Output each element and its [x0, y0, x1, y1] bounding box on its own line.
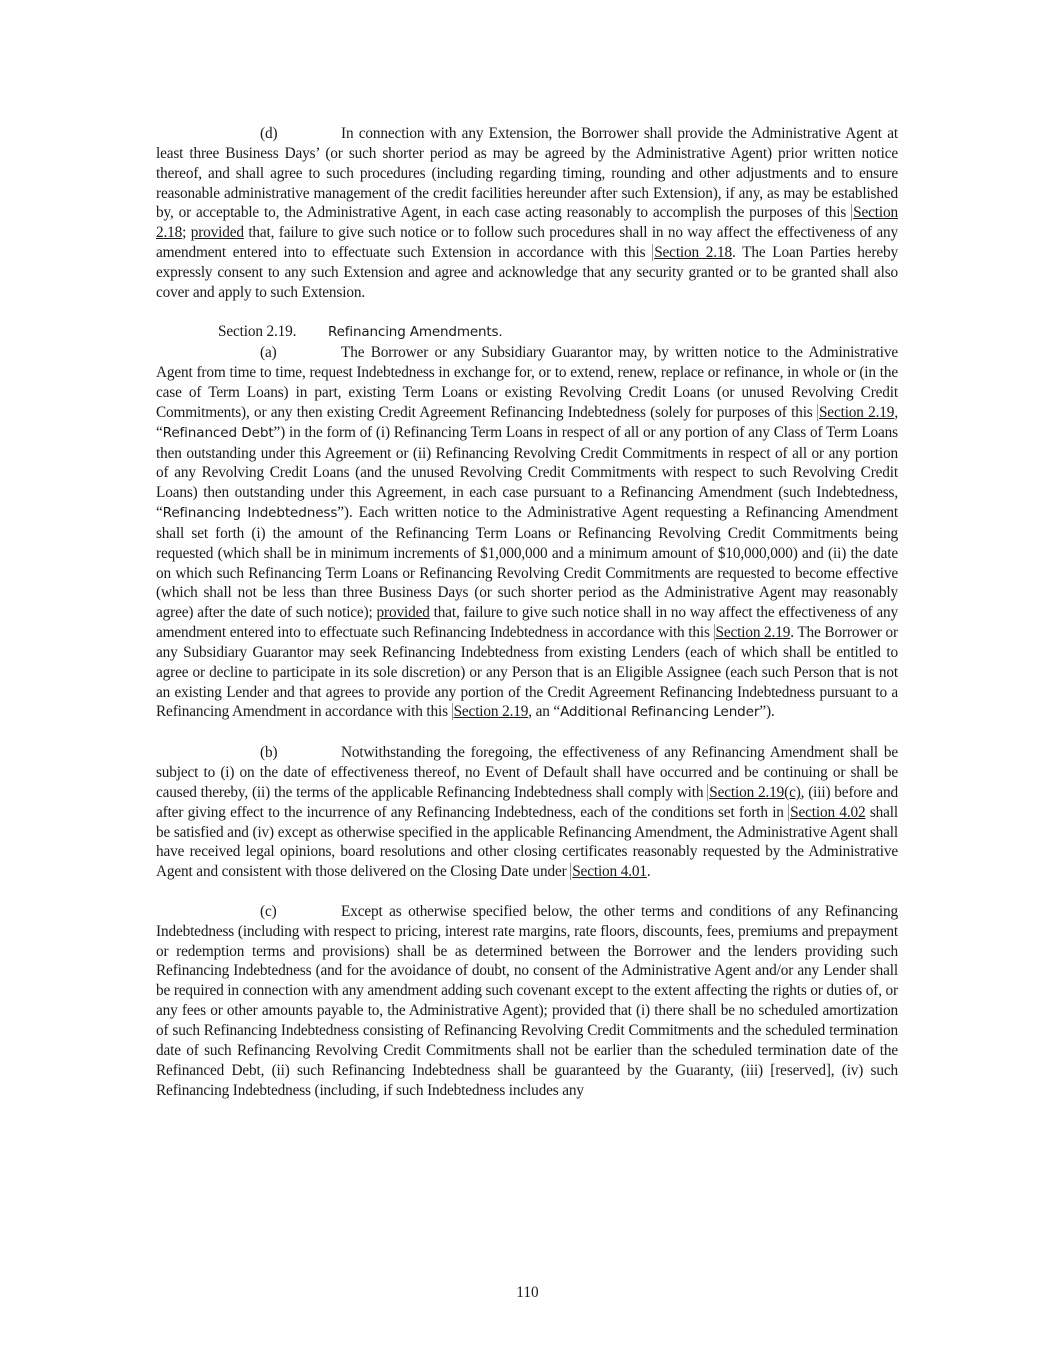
- provided-term: provided: [376, 604, 430, 622]
- section-reference-2-19c[interactable]: Section 2.19(c): [709, 783, 801, 801]
- section-reference-4-02[interactable]: Section 4.02: [790, 803, 866, 821]
- defined-term: Refinanced Debt: [162, 424, 274, 441]
- paragraph-label: (c): [260, 902, 277, 920]
- provided-term: provided: [190, 224, 244, 242]
- paragraph-label: (a): [260, 344, 277, 362]
- provided-term: provided: [551, 1002, 606, 1020]
- section-reference-2-18[interactable]: Section 2.18: [654, 244, 732, 262]
- page-number: 110: [516, 1284, 539, 1301]
- paragraph-d: (d) In connection with any Extension, the Borrower shall provide the Administrative Agent at least three Business Days’ (or such shorter period as may be agreed by the Administrative Agent) prior written notice thereof, and shall agree to such procedures (including regarding timing, rounding and other adjustments and to ensure reasonable administrative management of the credit facilities hereunder after such Extension), if any, as may be established by, or acceptable to, the Administrative Agent, in each case acting reasonably to accomplish the purposes of this Section 2.18; provided that, failure to give such notice or to follow such procedures shall in no way affect the effectiveness of any amendment entered into to effectuate such Extension in accordance with this Section 2.18. The Loan Parties hereby expressly consent to any such Extension and agree and acknowledge that any security granted or to be granted shall also cover and apply to such Extension.: [156, 125, 898, 301]
- section-number: Section 2.19.: [218, 323, 297, 341]
- paragraph-label: (b): [260, 744, 278, 762]
- defined-term: Additional Refinancing Lender: [560, 704, 760, 721]
- defined-term: Refinancing Indebtedness: [162, 505, 338, 522]
- page-body: [156, 124, 898, 1100]
- section-title: Refinancing Amendments.: [328, 324, 503, 341]
- section-reference-4-01[interactable]: Section 4.01: [572, 863, 647, 881]
- paragraph-b: (b) Notwithstanding the foregoing, the effectiveness of any Refinancing Amendment shall be subject to (i) on the date of effectiveness thereof, no Event of Default shall have occurred and be continuing or shall be caused thereby, (ii) the terms of the applicable Refinancing Indebtedness shall comply with Section 2.19(c), (iii) before and after giving effect to the incurrence of any Refinancing Indebtedness, each of the conditions set forth in Section 4.02 shall be satisfied and (iv) except as otherwise specified in the applicable Refinancing Amendment, the Administrative Agent shall have received legal opinions, board resolutions and other closing certificates reasonably requested by the Administrative Agent and consistent with those delivered on the Closing Date under Section 4.01.: [156, 744, 898, 881]
- section-reference-2-18[interactable]: Section 2.18: [156, 204, 898, 242]
- section-heading: [156, 322, 898, 343]
- paragraph-label: (d): [260, 125, 278, 142]
- paragraph-c: (c) Except as otherwise specified below, the other terms and conditions of any Refinancing Indebtedness (including with respect to pricing, interest rate margins, rate floors, discounts, fees, premiums and prepayment or redemption terms and provisions) shall be as determined between the Borrower and the lenders providing such Refinancing Indebtedness (and for the avoidance of doubt, no consent of the Administrative Agent and/or any Lender shall be required in connection with any amendment adding such covenant except to the extent affecting the rights or duties of, or any fees or other amounts payable to, the Administrative Agent); provided that (i) there shall be no scheduled amortization of such Refinancing Indebtedness consisting of Refinancing Revolving Credit Commitments and the scheduled termination date of such Refinancing Revolving Credit Commitments shall not be earlier than the scheduled termination date of the Refinanced Debt, (ii) such Refinancing Indebtedness shall be guaranteed by the Guaranty, (iii) [reserved], (iv) such Refinancing Indebtedness (including, if such Indebtedness includes any: [156, 902, 899, 1099]
- section-reference-2-19[interactable]: Section 2.19: [453, 703, 529, 721]
- section-reference-2-19[interactable]: Section 2.19: [715, 624, 791, 642]
- paragraph-a: (a) The Borrower or any Subsidiary Guarantor may, by written notice to the Administrative Agent from time to time, request Indebtedness in exchange for, or to extend, renew, replace or refinance, in whole or (in the case of Term Loans) in part, existing Term Loans or existing Revolving Credit Loans (or unused Revolving Credit Commitments), or any then existing Credit Agreement Refinancing Indebtedness (solely for purposes of this Section 2.19, “Refinanced Debt”) in the form of (i) Refinancing Term Loans in respect of all or any portion of any Class of Term Loans then outstanding under this Agreement or (ii) Refinancing Revolving Credit Commitments in respect of all or any portion of any Revolving Credit Loans (and the unused Revolving Credit Commitments with respect to such Revolving Credit Loans) then outstanding under this Agreement, in each case pursuant to a Refinancing Amendment (such Indebtedness, “Refinancing Indebtedness”). Each written notice to the Administrative Agent requesting a Refinancing Amendment shall set forth (i) the amount of the Refinancing Term Loans or Refinancing Revolving Credit Commitments being requested (which shall be in minimum increments of $1,000,000 and a minimum amount of $10,000,000) and (ii) the date on which such Refinancing Term Loans or Refinancing Revolving Credit Commitments are requested to become effective (which shall not be less than three Business Days (or such shorter period as the Administrative Agent may reasonably agree) after the date of such notice); provided that, failure to give such notice shall in no way affect the effectiveness of any amendment entered into to effectuate such Refinancing Indebtedness in accordance with this Section 2.19. The Borrower or any Subsidiary Guarantor may seek Refinancing Indebtedness from existing Lenders (each of which shall be entitled to agree or decline to participate in its sole discretion) or any Person that is an Eligible Assignee (each such Person that is not an existing Lender and that agrees to provide any portion of the Credit Agreement Refinancing Indebtedness pursuant to a Refinancing Amendment in accordance with this Section 2.19, an “Additional Refinancing Lender”).: [156, 344, 899, 721]
- section-reference-2-19[interactable]: Section 2.19: [818, 403, 895, 421]
